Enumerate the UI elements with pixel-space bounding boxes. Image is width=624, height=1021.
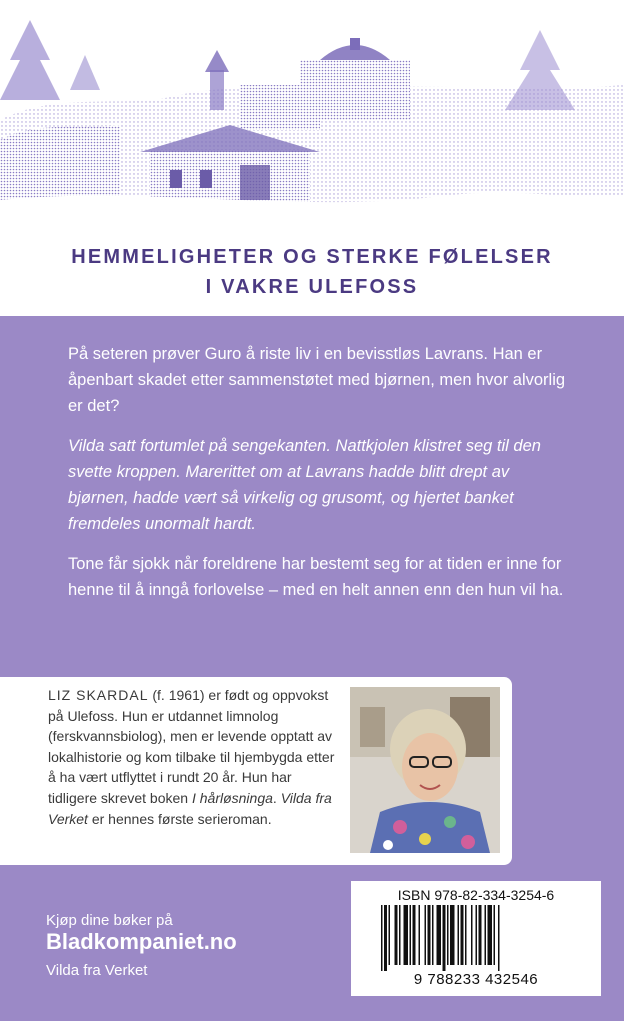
blurb-text: På seteren prøver Guro å riste liv i en bevisstløs Lavrans. Han er åpenbart skadet etter sammenstøtet med bjørnen, men hvor alvorlig er det? <box>68 345 566 415</box>
series-name: Vilda fra Verket <box>46 962 148 979</box>
barcode-bar <box>479 905 482 965</box>
barcode-bar <box>476 905 478 965</box>
barcode-digits: 9 788233 432546 <box>413 971 539 988</box>
barcode-bar <box>413 905 416 965</box>
barcode-bar <box>419 905 421 965</box>
book-title: Vilda fra Verket <box>48 789 332 827</box>
barcode-bar <box>447 905 449 965</box>
barcode-bar <box>485 905 487 965</box>
barcode-bar <box>410 905 412 965</box>
barcode-bar <box>425 905 427 965</box>
barcode-bar <box>494 905 496 965</box>
author-bio <box>48 685 338 829</box>
barcode-bar <box>432 905 434 965</box>
author-bio-text: er hennes første serieroman. <box>87 810 272 827</box>
barcode-bar <box>498 905 500 971</box>
barcode-bar <box>404 905 409 965</box>
ulefoss-illustration <box>0 0 624 232</box>
barcode-bar <box>399 905 401 965</box>
barcode-bar <box>465 905 467 965</box>
barcode-bar <box>389 905 391 965</box>
isbn-label: ISBN 978-82-334-3254-6 <box>397 887 555 903</box>
blurb-text: Tone får sjokk når foreldrene har bestemt seg for at tiden er inne for henne til å inngå forlovelse – med en helt annen enn den hun vil ha. <box>68 555 564 599</box>
barcode-bar <box>381 905 383 971</box>
barcode-bar <box>437 905 442 965</box>
blurb-paragraph-1 <box>68 341 568 419</box>
author-bio-text: . <box>272 789 281 806</box>
barcode-bar <box>428 905 431 965</box>
barcode-bar <box>384 905 387 971</box>
blurb-excerpt <box>68 433 568 537</box>
blurb-text: Vilda satt fortumlet på sengekanten. Nattkjolen klistret seg til den svette kroppen. Marerittet om at Lavrans hadde blitt drept av bjørnen, hadde vært så virkelig og grusomt, og hjertet banket fremdeles unormalt hardt. <box>68 437 541 533</box>
shop-website: Bladkompaniet.no <box>46 929 237 954</box>
author-bio-text: (f. 1961) er født og oppvokst på Ulefoss. Hun er utdannet limnolog (ferskvannsbiolog), men er levende opptatt av lokalhistorie og kom tilbake til hjembygda etter å ha vært utflyttet i rundt 20 år. Hun har tidligere skrevet boken <box>48 687 335 806</box>
barcode-bar <box>488 905 493 965</box>
blurb-paragraph-3 <box>68 551 568 603</box>
book-title: I hårløsninga <box>191 789 273 806</box>
barcode-bar <box>458 905 460 965</box>
shop-text: Kjøp dine bøker på <box>46 912 173 929</box>
barcode-bar <box>443 905 446 971</box>
author-photo <box>350 687 500 853</box>
barcode <box>381 905 571 971</box>
barcode-bar <box>395 905 398 965</box>
barcode-bar <box>471 905 473 965</box>
barcode-bar <box>461 905 464 965</box>
top-panel <box>0 0 624 316</box>
barcode-bar <box>450 905 455 965</box>
author-panel <box>0 677 512 865</box>
author-name: LIZ SKARDAL <box>48 687 149 703</box>
headline-line-1: HEMMELIGHETER OG STERKE FØLELSER <box>71 246 553 268</box>
barcode-panel <box>351 881 601 996</box>
headline-line-2: I VAKRE ULEFOSS <box>205 276 419 298</box>
